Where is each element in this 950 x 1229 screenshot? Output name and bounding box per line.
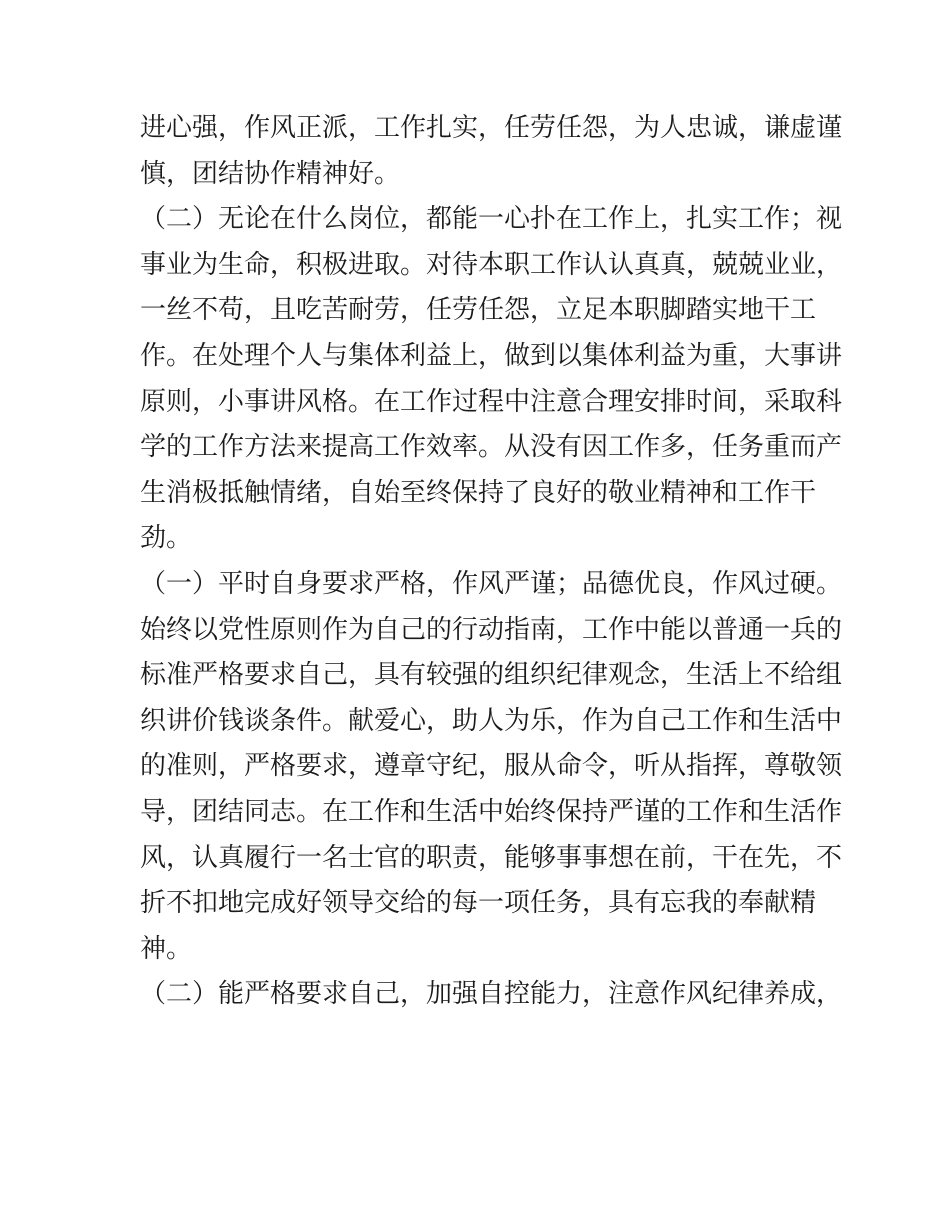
text-line: 事业为生命，积极进取。对待本职工作认认真真，兢兢业业， bbox=[140, 249, 843, 280]
text-line: 风，认真履行一名士官的职责，能够事事想在前，干在先，不 bbox=[140, 842, 843, 873]
text-line: （一）平时自身要求严格，作风严谨；品德优良，作风过硬。 bbox=[140, 568, 843, 599]
text-line: 原则，小事讲风格。在工作过程中注意合理安排时间，采取科 bbox=[140, 386, 843, 417]
text-line: 始终以党性原则作为自己的行动指南，工作中能以普通一兵的 bbox=[140, 614, 843, 645]
text-line: （二）能严格要求自己，加强自控能力，注意作风纪律养成， bbox=[140, 979, 843, 1010]
text-line: 慎，团结协作精神好。 bbox=[140, 158, 401, 189]
text-line: 学的工作方法来提高工作效率。从没有因工作多，任务重而产 bbox=[140, 432, 843, 463]
text-line: 折不扣地完成好领导交给的每一项任务，具有忘我的奉献精 bbox=[140, 888, 817, 919]
document-body bbox=[140, 106, 843, 1018]
text-line: 生消极抵触情绪，自始至终保持了良好的敬业精神和工作干 bbox=[140, 477, 817, 508]
text-line: 导，团结同志。在工作和生活中始终保持严谨的工作和生活作 bbox=[140, 796, 843, 827]
text-line: 劲。 bbox=[140, 523, 193, 554]
text-line: 作。在处理个人与集体利益上，做到以集体利益为重，大事讲 bbox=[140, 340, 843, 371]
text-line: 织讲价钱谈条件。献爱心，助人为乐，作为自己工作和生活中 bbox=[140, 705, 843, 736]
text-line: 一丝不苟，且吃苦耐劳，任劳任怨，立足本职脚踏实地干工 bbox=[140, 295, 817, 326]
text-line: 标准严格要求自己，具有较强的组织纪律观念，生活上不给组 bbox=[140, 660, 843, 691]
text-line: 神。 bbox=[140, 933, 193, 964]
text-line: 进心强，作风正派，工作扎实，任劳任怨，为人忠诚，谦虚谨 bbox=[140, 113, 843, 143]
text-line: （二）无论在什么岗位，都能一心扑在工作上，扎实工作；视 bbox=[140, 204, 843, 235]
text-line: 的准则，严格要求，遵章守纪，服从命令，听从指挥，尊敬领 bbox=[140, 751, 843, 782]
